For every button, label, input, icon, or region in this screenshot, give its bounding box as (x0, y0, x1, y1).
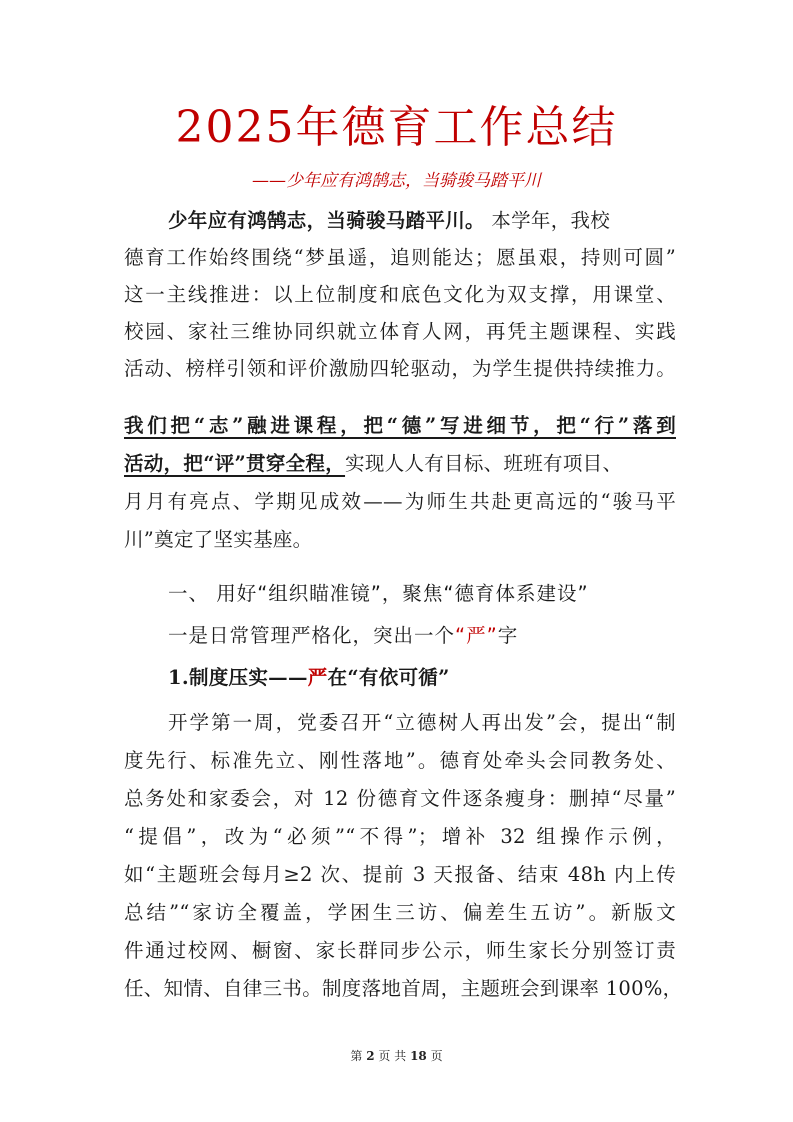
sub-heading-1-text: 一是日常管理严格化，突出一个 (168, 624, 456, 647)
document-subtitle: ——少年应有鸿鹄志，当骑骏马踏平川 (252, 171, 541, 191)
sub-heading-1 (168, 620, 676, 652)
intro-line-8: 月月有亮点、学期见成效——为师生共赴更高远的“骏马平 (124, 490, 676, 513)
body-line-2: 度先行、标准先立、刚性落地”。德育处牵头会同教务处、 (124, 749, 676, 772)
intro-line-1-text: 本学年，我校 (484, 209, 611, 232)
body-line-1: 开学第一周，党委召开“立德树人再出发”会，提出“制 (168, 711, 676, 734)
current-page-number: 2 (366, 1049, 375, 1063)
intro-line-3: 这一主线推进：以上位制度和底色文化为双支撑，用课堂、 (124, 283, 676, 306)
body-line-3: 总务处和家委会，对 12 份德育文件逐条瘦身：删掉“尽量” (124, 787, 676, 810)
body-line-5: 如“主题班会每月≥2 次、提前 3 天报备、结束 48h 内上传 (124, 863, 676, 886)
point-heading-1-emphasis: 严 (307, 666, 328, 689)
body-line-7: 件通过校网、橱窗、家长群同步公示，师生家长分别签订责 (124, 939, 676, 962)
body-line-8: 任、知情、自律三书。制度落地首周，主题班会到课率 100%， (124, 977, 683, 1000)
total-page-number: 18 (410, 1049, 427, 1063)
intro-line-1 (168, 205, 676, 237)
point-heading-1-text: 1.制度压实—— (168, 666, 308, 689)
intro-line-2: 德育工作始终围绕“梦虽遥，追则能达；愿虽艰，持则可圆” (124, 246, 676, 269)
body-line-6: 总结”“家访全覆盖，学困生三访、偏差生五访”。新版文 (124, 901, 676, 924)
intro-line-4: 校园、家社三维协同织就立体育人网，再凭主题课程、实践 (124, 320, 676, 343)
document-title: 2025年德育工作总结 (175, 102, 618, 153)
sub-heading-1-emphasis: “严” (455, 624, 498, 647)
intro-line-7-text: 实现人人有目标、班班有项目、 (345, 452, 623, 475)
intro-line-7 (124, 448, 676, 480)
footer-suffix: 页 (430, 1049, 443, 1063)
sub-heading-1-suffix: 字 (497, 624, 519, 647)
intro-line-7-emphasis: 活动，把“评”贯穿全程， (124, 452, 346, 475)
intro-lead: 少年应有鸿鹄志，当骑骏马踏平川。 (168, 209, 485, 232)
body-line-4: “提倡”，改为“必须”“不得”；增补 32 组操作示例， (124, 825, 676, 848)
footer-middle: 页 共 (378, 1049, 407, 1063)
page-footer (0, 1047, 793, 1064)
section-heading-1: 一、 用好“组织瞄准镜”，聚焦“德育体系建设” (168, 582, 589, 605)
intro-line-6: 我们把“志”融进课程，把“德”写进细节，把“行”落到 (124, 414, 676, 437)
point-heading-1 (168, 662, 676, 694)
intro-line-9: 川”奠定了坚实基座。 (124, 528, 313, 551)
footer-prefix: 第 (350, 1049, 363, 1063)
intro-line-5: 活动、榜样引领和评价激励四轮驱动，为学生提供持续推力。 (124, 357, 676, 380)
point-heading-1-suffix: 在“有依可循” (327, 666, 450, 689)
